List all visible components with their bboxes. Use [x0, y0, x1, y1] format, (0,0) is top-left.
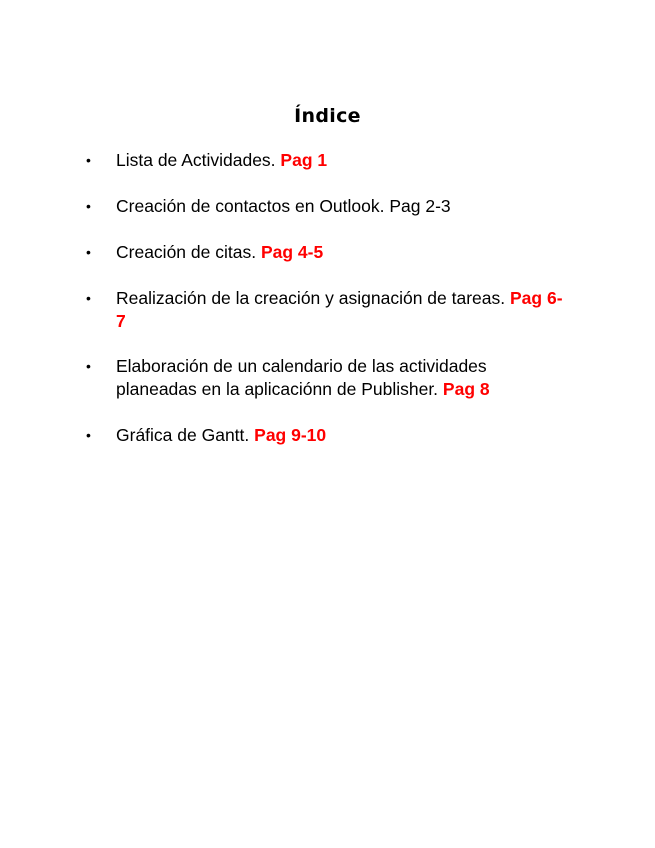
toc-item-label: Creación de contactos en Outlook.: [116, 196, 385, 216]
toc-item-label: Lista de Actividades.: [116, 150, 276, 170]
bullet-icon: •: [86, 152, 91, 168]
toc-item-page: Pag 8: [442, 379, 490, 399]
toc-item-text: [116, 287, 566, 333]
bullet-icon: •: [86, 358, 91, 374]
bullet-icon: •: [86, 290, 91, 306]
toc-item-page: Pag 1: [280, 150, 328, 170]
toc-item-page: Pag 6-7: [116, 288, 563, 331]
toc-item-page: Pag 2-3: [389, 196, 451, 216]
page-title: Índice: [294, 105, 361, 127]
toc-item-page: Pag 9-10: [254, 425, 327, 445]
toc-item-text: [116, 241, 566, 264]
bullet-icon: •: [86, 198, 91, 214]
bullet-icon: •: [86, 427, 91, 443]
toc-item-text: [116, 195, 566, 218]
toc-item-text: [116, 355, 566, 401]
toc-item-label: Realización de la creación y asignación de tareas.: [116, 288, 506, 308]
toc-item-text: [116, 149, 566, 172]
toc-item-page: Pag 4-5: [260, 242, 324, 262]
toc-item-label: Creación de citas.: [116, 242, 257, 262]
bullet-icon: •: [86, 244, 91, 260]
toc-item-label: Elaboración de un calendario de las actividades planeadas en la aplicaciónn de Publisher.: [116, 356, 487, 399]
toc-item-label: Gráfica de Gantt.: [116, 425, 250, 445]
toc-item-text: [116, 424, 566, 447]
